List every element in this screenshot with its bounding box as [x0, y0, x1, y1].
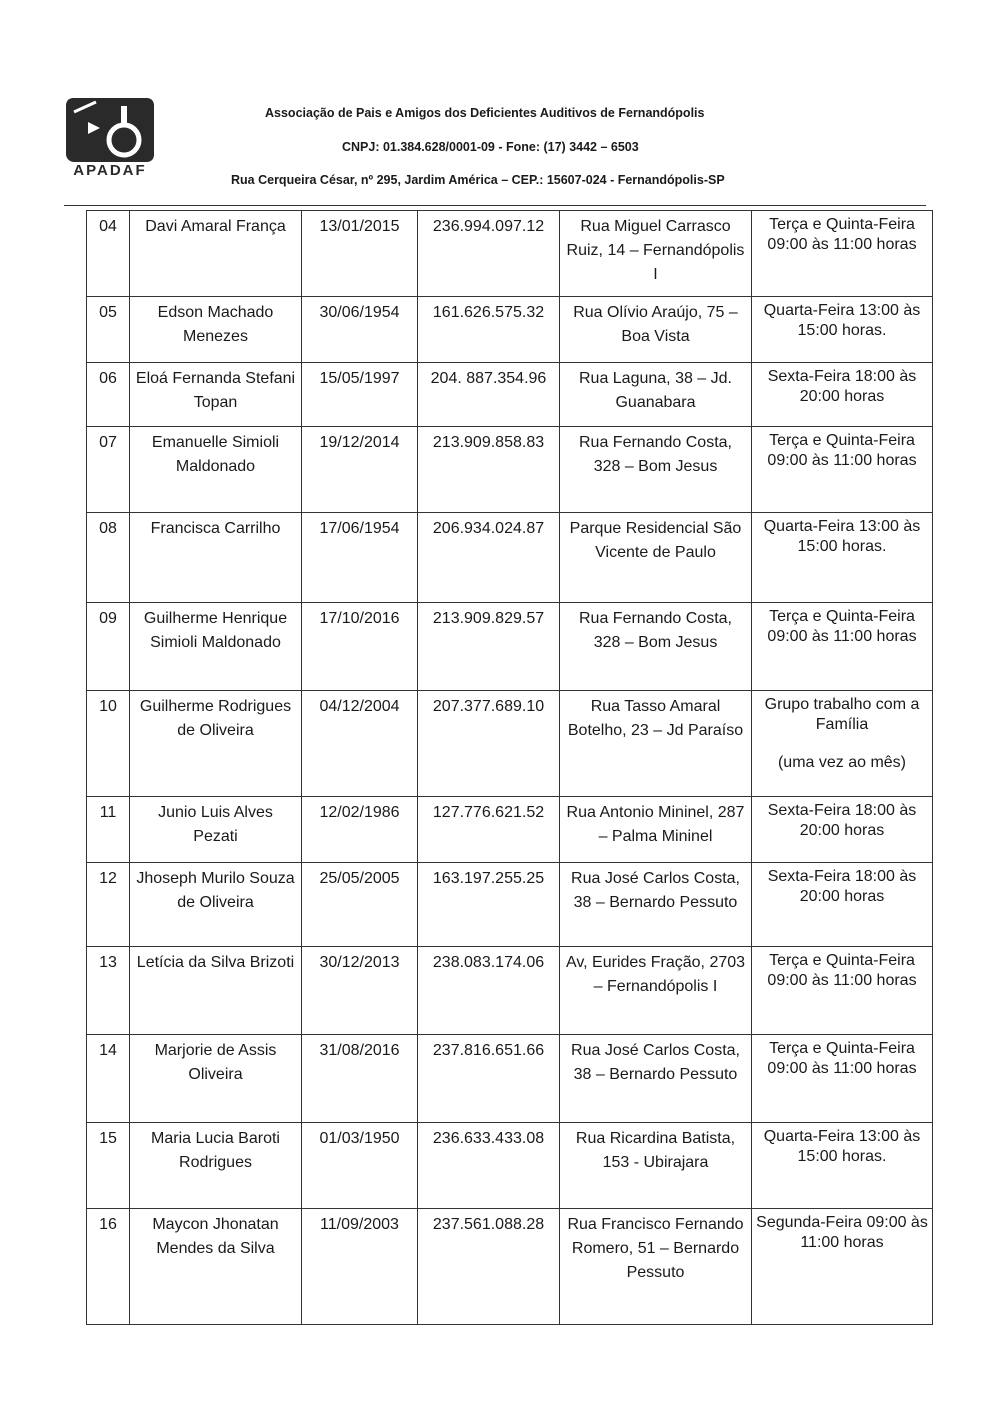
row-number-cell [87, 797, 130, 863]
row-number: 12 [99, 870, 117, 887]
schedule-cell [752, 427, 933, 513]
birth-date: 19/12/2014 [319, 434, 400, 451]
person-name-cell [130, 603, 302, 691]
schedule-cell [752, 1035, 933, 1123]
document-number: 206.934.024.87 [432, 520, 545, 537]
birth-date-cell [302, 211, 418, 297]
row-number: 11 [99, 804, 117, 821]
street-address-cell [560, 691, 752, 797]
address-line: Rua Cerqueira César, nº 295, Jardim América – CEP.: 15607-024 - Fernandópolis-SP [231, 173, 725, 187]
birth-date: 25/05/2005 [319, 870, 400, 887]
schedule: Sexta-Feira 18:00 às 20:00 horas [767, 802, 917, 839]
person-name: Maria Lucia Baroti Rodrigues [151, 1130, 280, 1171]
schedule: Quarta-Feira 13:00 às 15:00 horas. [763, 1128, 921, 1165]
street-address-cell [560, 1123, 752, 1209]
letterhead [0, 0, 992, 210]
person-name: Maycon Jhonatan Mendes da Silva [152, 1216, 279, 1257]
table-row [87, 1123, 933, 1209]
schedule-cell [752, 603, 933, 691]
birth-date-cell [302, 691, 418, 797]
street-address: Rua Laguna, 38 – Jd. Guanabara [578, 370, 732, 411]
person-name: Francisca Carrilho [150, 520, 281, 537]
birth-date: 13/01/2015 [319, 218, 400, 235]
person-name-cell [130, 427, 302, 513]
person-name: Letícia da Silva Brizoti [136, 954, 295, 971]
table-row [87, 427, 933, 513]
row-number: 10 [99, 698, 117, 715]
person-name-cell [130, 513, 302, 603]
table-row [87, 947, 933, 1035]
person-name-cell [130, 863, 302, 947]
table-row [87, 1035, 933, 1123]
row-number: 05 [99, 304, 117, 321]
table-row [87, 513, 933, 603]
document-number-cell [418, 947, 560, 1035]
birth-date: 31/08/2016 [319, 1042, 400, 1059]
person-name: Jhoseph Murilo Souza de Oliveira [136, 870, 295, 911]
birth-date-cell [302, 797, 418, 863]
table-row [87, 603, 933, 691]
schedule-cell [752, 363, 933, 427]
street-address: Rua Miguel Carrasco Ruiz, 14 – Fernandópolis I [566, 218, 745, 283]
street-address-cell [560, 211, 752, 297]
document-number-cell [418, 513, 560, 603]
document-number: 207.377.689.10 [432, 698, 545, 715]
person-name-cell [130, 211, 302, 297]
row-number-cell [87, 513, 130, 603]
street-address-cell [560, 863, 752, 947]
birth-date-cell [302, 1209, 418, 1325]
person-name-cell [130, 947, 302, 1035]
ear-icon [66, 98, 154, 162]
schedule: Quarta-Feira 13:00 às 15:00 horas. [763, 518, 921, 555]
document-number-cell [418, 211, 560, 297]
schedule-cell [752, 797, 933, 863]
person-name-cell [130, 1123, 302, 1209]
birth-date-cell [302, 297, 418, 363]
birth-date-cell [302, 947, 418, 1035]
street-address-cell [560, 427, 752, 513]
document-number-cell [418, 691, 560, 797]
table-row [87, 211, 933, 297]
street-address-cell [560, 297, 752, 363]
birth-date: 17/06/1954 [319, 520, 400, 537]
person-name-cell [130, 797, 302, 863]
document-number: 127.776.621.52 [432, 804, 545, 821]
row-number: 09 [99, 610, 117, 627]
row-number: 04 [99, 218, 117, 235]
street-address-cell [560, 513, 752, 603]
birth-date: 30/12/2013 [319, 954, 400, 971]
schedule: Sexta-Feira 18:00 às 20:00 horas [767, 868, 917, 905]
document-number: 236.994.097.12 [432, 218, 545, 235]
table-body [87, 211, 933, 1325]
schedule: Segunda-Feira 09:00 às 11:00 horas [756, 1214, 928, 1251]
beneficiary-table [86, 210, 933, 1325]
logo-mark [66, 98, 154, 162]
street-address: Rua Fernando Costa, 328 – Bom Jesus [579, 434, 732, 475]
person-name-cell [130, 691, 302, 797]
document-number-cell [418, 297, 560, 363]
schedule-cell [752, 297, 933, 363]
schedule-cell [752, 947, 933, 1035]
birth-date-cell [302, 863, 418, 947]
row-number-cell [87, 691, 130, 797]
street-address-cell [560, 947, 752, 1035]
birth-date-cell [302, 427, 418, 513]
document-number-cell [418, 797, 560, 863]
person-name: Eloá Fernanda Stefani Topan [135, 370, 296, 411]
schedule-cell [752, 691, 933, 797]
street-address-cell [560, 797, 752, 863]
street-address: Rua José Carlos Costa, 38 – Bernardo Pessuto [571, 1042, 740, 1083]
document-number-cell [418, 603, 560, 691]
schedule-cell [752, 863, 933, 947]
table-row [87, 691, 933, 797]
row-number: 16 [99, 1216, 117, 1233]
table-row [87, 863, 933, 947]
street-address: Rua José Carlos Costa, 38 – Bernardo Pessuto [571, 870, 740, 911]
person-name: Davi Amaral França [145, 218, 286, 235]
schedule: Terça e Quinta-Feira 09:00 às 11:00 horas [767, 216, 917, 253]
row-number: 15 [99, 1130, 117, 1147]
apadaf-logo [66, 98, 154, 180]
schedule-cell [752, 1209, 933, 1325]
document-number: 163.197.255.25 [432, 870, 545, 887]
schedule: Quarta-Feira 13:00 às 15:00 horas. [763, 302, 921, 339]
row-number-cell [87, 297, 130, 363]
table-row [87, 1209, 933, 1325]
document-number: 237.816.651.66 [432, 1042, 545, 1059]
street-address-cell [560, 1209, 752, 1325]
birth-date: 01/03/1950 [319, 1130, 400, 1147]
street-address: Av, Eurides Fração, 2703 – Fernandópolis I [565, 954, 746, 995]
document-number: 213.909.858.83 [432, 434, 545, 451]
person-name: Edson Machado Menezes [157, 304, 274, 345]
street-address-cell [560, 1035, 752, 1123]
row-number: 07 [99, 434, 117, 451]
document-number: 213.909.829.57 [432, 610, 545, 627]
birth-date-cell [302, 1035, 418, 1123]
street-address: Rua Francisco Fernando Romero, 51 – Bernardo Pessuto [567, 1216, 744, 1281]
document-number-cell [418, 863, 560, 947]
street-address: Rua Ricardina Batista, 153 - Ubirajara [575, 1130, 736, 1171]
schedule-cell [752, 211, 933, 297]
logo-text: APADAF [73, 162, 147, 179]
birth-date-cell [302, 1123, 418, 1209]
header-divider [64, 205, 926, 206]
document-number-cell [418, 1123, 560, 1209]
schedule: Terça e Quinta-Feira 09:00 às 11:00 horas [767, 1040, 917, 1077]
schedule: Sexta-Feira 18:00 às 20:00 horas [767, 368, 917, 405]
row-number-cell [87, 1035, 130, 1123]
row-number-cell [87, 211, 130, 297]
document-number: 161.626.575.32 [432, 304, 545, 321]
document-number: 236.633.433.08 [432, 1130, 545, 1147]
street-address: Rua Tasso Amaral Botelho, 23 – Jd Paraíso [567, 698, 744, 739]
row-number-cell [87, 427, 130, 513]
person-name-cell [130, 363, 302, 427]
street-address-cell [560, 603, 752, 691]
row-number-cell [87, 947, 130, 1035]
document-number-cell [418, 1209, 560, 1325]
person-name: Junio Luis Alves Pezati [158, 804, 273, 845]
row-number: 06 [99, 370, 117, 387]
street-address: Rua Antonio Mininel, 287 – Palma Mininel [566, 804, 745, 845]
person-name: Emanuelle Simioli Maldonado [151, 434, 280, 475]
row-number-cell [87, 1123, 130, 1209]
birth-date: 12/02/1986 [319, 804, 400, 821]
person-name: Marjorie de Assis Oliveira [154, 1042, 277, 1083]
document-number: 238.083.174.06 [432, 954, 545, 971]
row-number: 08 [99, 520, 117, 537]
row-number-cell [87, 603, 130, 691]
row-number-cell [87, 363, 130, 427]
schedule-cell [752, 513, 933, 603]
birth-date-cell [302, 513, 418, 603]
street-address: Rua Fernando Costa, 328 – Bom Jesus [579, 610, 732, 651]
schedule: Terça e Quinta-Feira 09:00 às 11:00 horas [767, 432, 917, 469]
document-number-cell [418, 427, 560, 513]
person-name-cell [130, 297, 302, 363]
schedule: Grupo trabalho com a Família [764, 696, 920, 733]
table-row [87, 797, 933, 863]
document-number-cell [418, 363, 560, 427]
birth-date: 17/10/2016 [319, 610, 400, 627]
document-number: 204. 887.354.96 [430, 370, 547, 387]
birth-date: 30/06/1954 [319, 304, 400, 321]
schedule: Terça e Quinta-Feira 09:00 às 11:00 horas [767, 608, 917, 645]
row-number-cell [87, 863, 130, 947]
street-address-cell [560, 363, 752, 427]
organization-name: Associação de Pais e Amigos dos Deficientes Auditivos de Fernandópolis [265, 106, 705, 120]
schedule-cell [752, 1123, 933, 1209]
document-number-cell [418, 1035, 560, 1123]
contact-line: CNPJ: 01.384.628/0001-09 - Fone: (17) 3442 – 6503 [342, 140, 639, 154]
person-name-cell [130, 1209, 302, 1325]
person-name: Guilherme Henrique Simioli Maldonado [143, 610, 288, 651]
birth-date: 15/05/1997 [319, 370, 400, 387]
person-name-cell [130, 1035, 302, 1123]
document-number: 237.561.088.28 [432, 1216, 545, 1233]
person-name: Guilherme Rodrigues de Oliveira [139, 698, 292, 739]
street-address: Parque Residencial São Vicente de Paulo [569, 520, 742, 561]
birth-date: 11/09/2003 [320, 1216, 399, 1233]
schedule: Terça e Quinta-Feira 09:00 às 11:00 horas [767, 952, 917, 989]
table-row [87, 363, 933, 427]
street-address: Rua Olívio Araújo, 75 – Boa Vista [573, 304, 738, 345]
row-number: 14 [99, 1042, 117, 1059]
schedule-note: (uma vez ao mês) [777, 754, 907, 771]
birth-date-cell [302, 363, 418, 427]
table-row [87, 297, 933, 363]
row-number: 13 [99, 954, 117, 971]
row-number-cell [87, 1209, 130, 1325]
birth-date: 04/12/2004 [319, 698, 400, 715]
birth-date-cell [302, 603, 418, 691]
